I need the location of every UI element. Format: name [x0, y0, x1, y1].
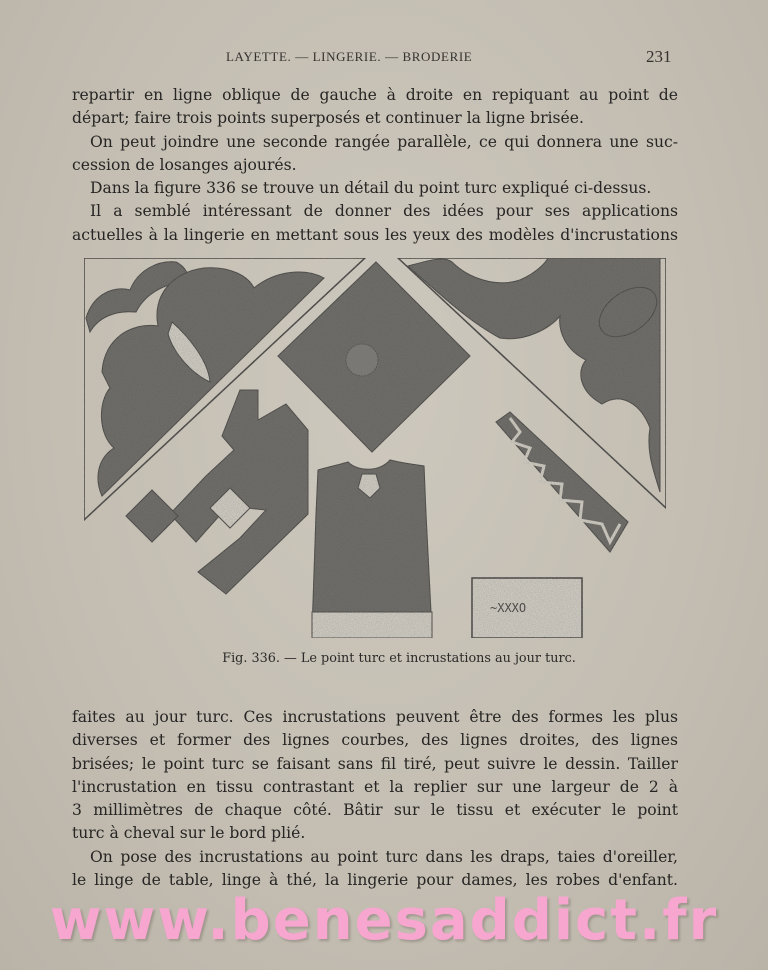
running-head: LAYETTE. — LINGERIE. — BRODERIE — [226, 49, 473, 64]
figure-336 — [80, 252, 672, 644]
text-line: le linge de table, linge à thé, la lingerie pour dames, les robes d'enfant. — [72, 871, 678, 890]
body-text-bottom — [72, 706, 678, 892]
text-line: faites au jour turc. Ces incrustations peuvent être des formes les plus — [72, 708, 678, 726]
text-line: l'incrustation en tissu contrastant et la replier sur une largeur de 2 à — [72, 777, 678, 796]
text-line: On peut joindre une seconde rangée parallèle, ce qui donnera une suc- — [90, 132, 678, 151]
small-panel — [472, 578, 582, 638]
text-line: repartir en ligne oblique de gauche à droite en repiquant au point de — [72, 86, 678, 104]
embroidery-illustration — [80, 252, 672, 644]
mesh-circle — [346, 344, 378, 376]
text-line: actuelles à la lingerie en mettant sous les yeux des modèles d'incrustations — [72, 225, 678, 244]
text-line: Dans la figure 336 se trouve un détail du point turc expliqué ci-dessus. — [90, 179, 652, 198]
panel-stitch-mark: ~XXXO — [490, 601, 527, 615]
body-text-top — [72, 84, 678, 247]
text-line: turc à cheval sur le bord plié. — [72, 824, 306, 843]
dress-hem — [312, 612, 432, 638]
watermark-url: www.benesaddict.fr — [49, 888, 719, 953]
text-line: brisées; le point turc se faisant sans fil tiré, peut suivre le dessin. Tailler — [72, 754, 678, 773]
text-line: 3 millimètres de chaque côté. Bâtir sur le tissu et exécuter le point — [72, 801, 678, 820]
diamond-motif-small — [126, 490, 178, 542]
figure-caption: Fig. 336. — Le point turc et incrustations au jour turc. — [222, 651, 576, 666]
text-line: Il a semblé intéressant de donner des idées pour ses applications — [90, 202, 678, 221]
text-line: On pose des incrustations au point turc dans les draps, taies d'oreiller, — [90, 847, 678, 866]
band-motif-right — [496, 412, 628, 552]
text-line: cession de losanges ajourés. — [72, 155, 297, 174]
text-line: départ; faire trois points superposés et continuer la ligne brisée. — [72, 109, 584, 128]
text-line: diverses et former des lignes courbes, des lignes droites, des lignes — [72, 731, 678, 750]
page-number: 231 — [646, 47, 672, 66]
page-header — [0, 47, 768, 71]
